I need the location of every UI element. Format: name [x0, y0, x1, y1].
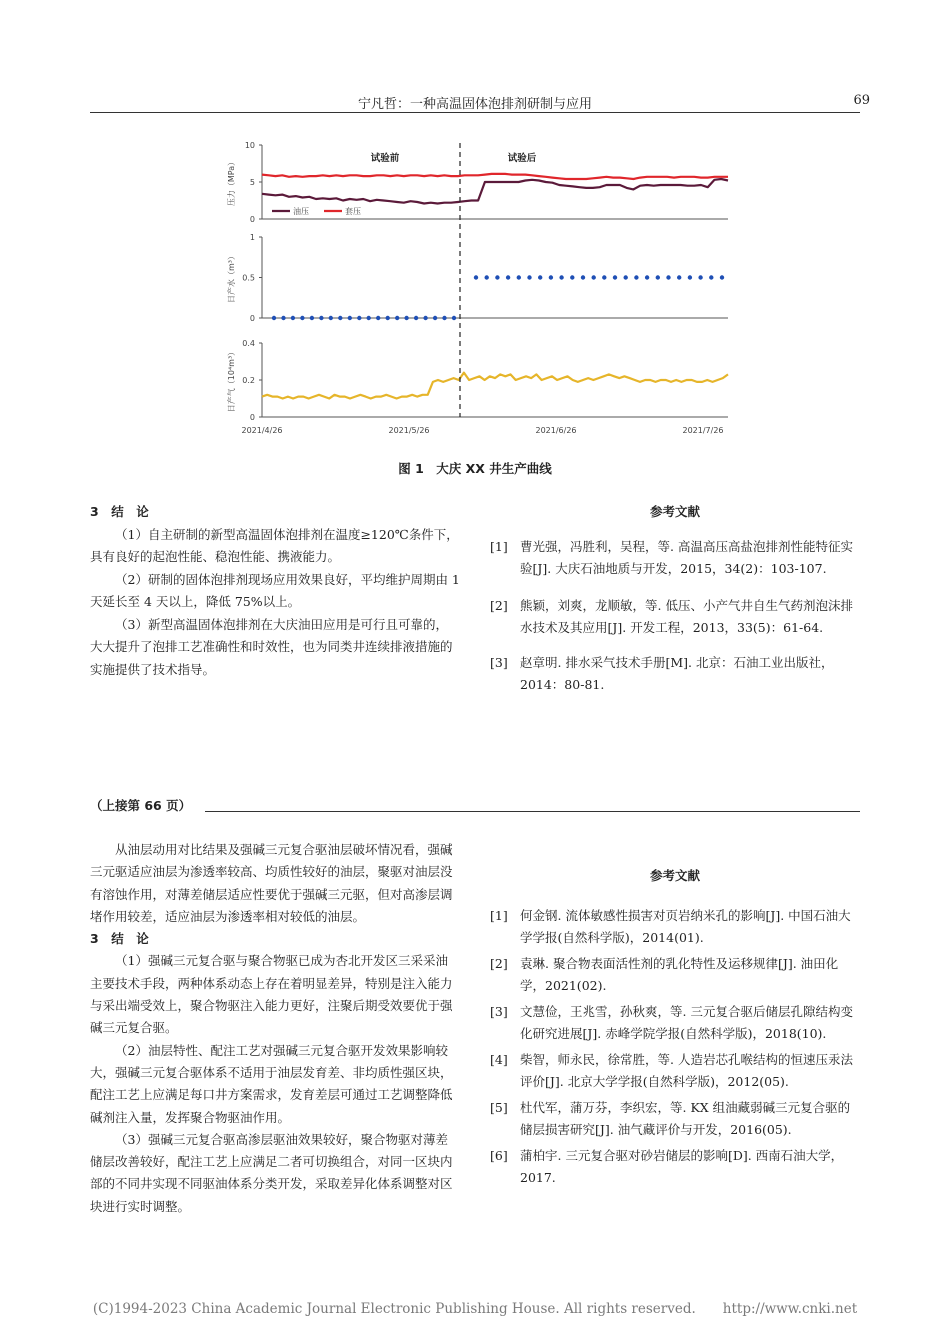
water-dot [570, 275, 574, 279]
reference-item: [2] 袁琳. 聚合物表面活性剂的乳化特性及运移规律[J]. 油田化学，2021(02). [490, 956, 839, 993]
gas-production-line [262, 373, 728, 399]
water-dot [709, 275, 713, 279]
water-dot [698, 275, 702, 279]
water-dot [688, 275, 692, 279]
water-dot [613, 275, 617, 279]
water-dot [272, 316, 276, 320]
y-tick-label: 5 [249, 178, 255, 187]
water-dot [517, 275, 521, 279]
water-dot [495, 275, 499, 279]
water-dot [367, 316, 371, 320]
water-dot [559, 275, 563, 279]
water-dot [452, 316, 456, 320]
y-axis-label: 压力（MPa） [227, 157, 236, 207]
running-title: 宁凡哲：一种高温固体泡排剂研制与应用 [357, 97, 592, 112]
water-dot [386, 316, 390, 320]
water-dot [300, 316, 304, 320]
water-dot [602, 275, 606, 279]
annotation-after: 试验后 [507, 153, 537, 164]
water-dot [666, 275, 670, 279]
water-dot [506, 275, 510, 279]
conclusion-paragraph: （2）油层特性、配注工艺对强碱三元复合驱开发效果影响较大，强碱三元复合驱体系不适用于油层发育差、非均质性强区块，配注工艺上应满足每口井方案需求，发育差层可通过工艺调整降低碱剂注入量，发挥聚合物驱油作用。 [90, 1042, 453, 1125]
water-dot [395, 316, 399, 320]
water-dot [404, 316, 408, 320]
conclusion-paragraph: （1）自主研制的新型高温固体泡排剂在温度≥120℃条件下，具有良好的起泡性能、稳泡性能、携液能力。 [90, 526, 459, 564]
conclusion-heading: 3 结 论 [90, 504, 149, 519]
legend-label-casing: 套压 [345, 207, 361, 216]
water-dot [338, 316, 342, 320]
lower-left-column [90, 839, 460, 1218]
production-chart [0, 0, 950, 450]
water-dot [720, 275, 724, 279]
y-tick-label: 0.2 [242, 376, 255, 385]
x-tick-label: 2021/6/26 [535, 426, 577, 435]
water-dot [291, 316, 295, 320]
references-heading: 参考文献 [649, 504, 700, 519]
water-dot [329, 316, 333, 320]
water-dot [357, 316, 361, 320]
water-dot [319, 316, 323, 320]
reference-item: [1] 何金钢. 流体敏感性损害对页岩纳米孔的影响[J]. 中国石油大学学报(自然科学版)，2014(01). [490, 908, 851, 945]
water-dot [592, 275, 596, 279]
y-tick-label: 0 [249, 215, 255, 224]
water-dot [414, 316, 418, 320]
water-dot [474, 275, 478, 279]
reference-item: [5] 杜代军，蒲万芬，李织宏，等. KX 组油藏弱碱三元复合驱的储层损害研究[J]. 油气藏评价与开发，2016(05). [490, 1100, 851, 1137]
legend-label-oil: 油压 [293, 207, 309, 216]
annotation-before: 试验前 [370, 153, 400, 164]
y-tick-label: 0 [249, 314, 255, 323]
water-dot [310, 316, 314, 320]
water-dot [677, 275, 681, 279]
water-dot [376, 316, 380, 320]
water-dot [656, 275, 660, 279]
conclusion-paragraph: （1）强碱三元复合驱与聚合物驱已成为杏北开发区三采采油主要技术手段，两种体系动态上存在着明显差异，特别是注入能力与采出端受效上，聚合物驱注入能力更好，注聚后期受效要优于强碱三元复合驱。 [90, 953, 453, 1036]
y-axis-label: 日产气（10⁴m³） [227, 347, 236, 413]
water-dot [423, 316, 427, 320]
water-dot [624, 275, 628, 279]
y-tick-label: 0 [249, 413, 255, 422]
oil-pressure-line [262, 179, 728, 204]
y-tick-label: 1 [249, 233, 255, 242]
water-dot [645, 275, 649, 279]
upper-left-column [90, 501, 460, 681]
x-tick-label: 2021/4/26 [241, 426, 283, 435]
reference-item: [4] 柴智，师永民，徐常胜，等. 人造岩芯孔喉结构的恒速压汞法评价[J]. 北京大学学报(自然科学版)，2012(05). [490, 1052, 853, 1089]
upper-references [490, 501, 860, 706]
water-dot [581, 275, 585, 279]
y-tick-label: 0.5 [242, 273, 255, 283]
y-axis-label: 日产水（m³） [227, 252, 236, 303]
figure-caption: 图 1 大庆 XX 井生产曲线 [398, 461, 552, 476]
water-dot [348, 316, 352, 320]
water-dot [634, 275, 638, 279]
x-tick-label: 2021/5/26 [388, 426, 430, 435]
casing-pressure-line [262, 174, 728, 179]
conclusion-paragraph: （3）新型高温固体泡排剂在大庆油田应用是可行且可靠的，大大提升了泡排工艺准确性和时效性，也为同类井连续排液措施的实施提供了技术指导。 [90, 616, 453, 677]
references-heading: 参考文献 [649, 868, 700, 883]
water-dot [538, 275, 542, 279]
page-number: 69 [853, 93, 870, 108]
reference-item: [6] 蒲柏宇. 三元复合驱对砂岩储层的影响[D]. 西南石油大学，2017. [490, 1148, 844, 1185]
water-dot [549, 275, 553, 279]
water-dot [433, 316, 437, 320]
continued-rule [205, 811, 860, 812]
y-tick-label: 10 [244, 141, 255, 150]
reference-item: [3] 赵章明. 排水采气技术手册[M]. 北京：石油工业出版社，2014：80-81. [490, 654, 834, 692]
water-dot [485, 275, 489, 279]
water-dot [442, 316, 446, 320]
reference-item: [1] 曹光强，冯胜利，吴程，等. 高温高压高盐泡排剂性能特征实验[J]. 大庆石油地质与开发，2015，34(2)：103-107. [490, 538, 853, 576]
copyright-footer: (C)1994-2023 China Academic Journal Electronic Publishing House. All rights reserved. http://www.cnki.net [92, 1301, 858, 1317]
x-tick-label: 2021/7/26 [682, 426, 724, 435]
y-tick-label: 0.4 [242, 339, 255, 348]
lower-references [490, 865, 860, 1198]
conclusion-heading: 3 结 论 [90, 931, 149, 947]
conclusion-paragraph: （3）强碱三元复合驱高渗层驱油效果较好，聚合物驱对薄差储层改善较好，配注工艺上应满足二者可切换组合，对同一区块内部的不同井实现不同驱油体系分类开发，采取差异化体系调整对区块进行实时调整。 [90, 1131, 453, 1214]
water-dot [527, 275, 531, 279]
reference-item: [3] 文慧俭，王兆雪，孙秋爽，等. 三元复合驱后储层孔隙结构变化研究进展[J]. 赤峰学院学报(自然科学版)，2018(10). [490, 1004, 853, 1041]
conclusion-paragraph: （2）研制的固体泡排剂现场应用效果良好，平均维护周期由 1 天延长至 4 天以上，降低 75%以上。 [90, 571, 460, 609]
water-dot [281, 316, 285, 320]
reference-item: [2] 熊颖，刘爽，龙顺敏，等. 低压、小产气井自生气药剂泡沫排水技术及其应用[J]. 开发工程，2013，33(5)：61-64. [490, 597, 853, 635]
intro-paragraph: 从油层动用对比结果及强碱三元复合驱油层破坏情况看，强碱三元驱适应油层为渗透率较高、均质性较好的油层，聚驱对油层没有溶蚀作用，对薄差储层适应性要优于强碱三元驱，但对高渗层调堵作用较差，适应油层为渗透率相对较低的油层。 [90, 842, 453, 924]
continued-label: （上接第 66 页） [90, 798, 192, 813]
